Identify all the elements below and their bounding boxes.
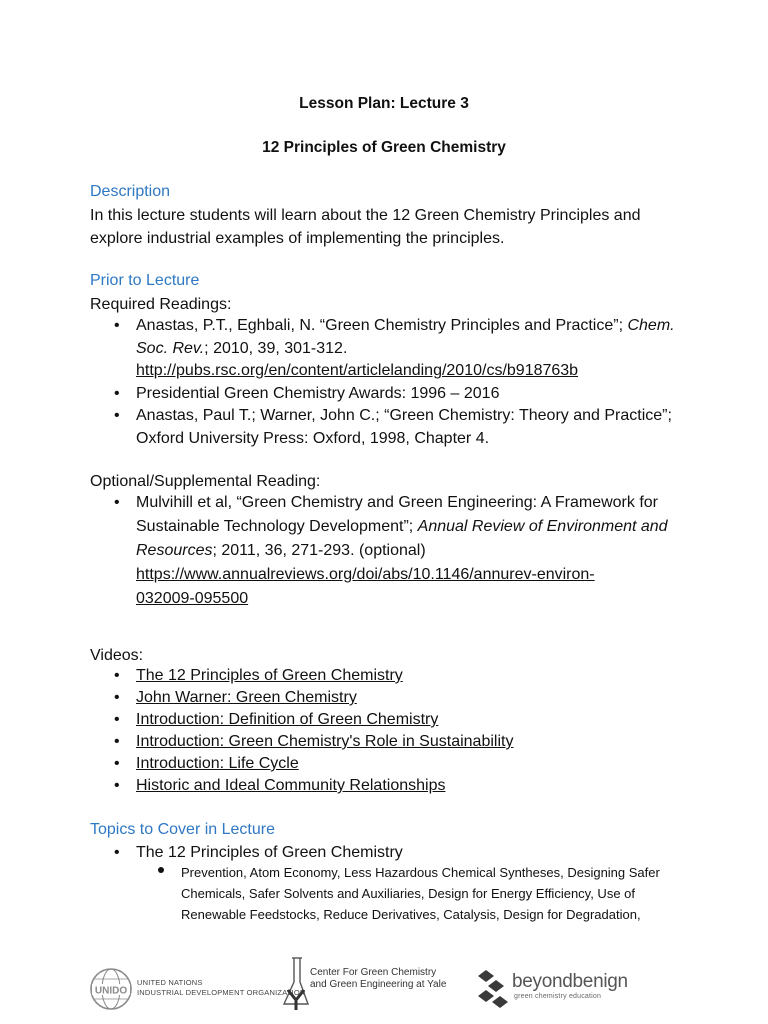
beyondbenign-name: beyondbenign xyxy=(512,971,628,992)
list-item xyxy=(90,709,700,731)
optional-readings-list xyxy=(90,491,700,611)
videos-label: Videos: xyxy=(90,647,144,664)
list-item: • Presidential Green Chemistry Awards: 1996 – 2016 xyxy=(90,383,700,406)
videos-list xyxy=(90,665,700,797)
footer-logos xyxy=(0,950,768,1020)
topics-heading: Topics to Cover in Lecture xyxy=(90,821,275,838)
topics-sublist xyxy=(136,862,681,925)
list-item: • Anastas, Paul T.; Warner, John C.; “Green Chemistry: Theory and Practice”; Oxford University Press: Oxford, 1998, Chapter 4. xyxy=(90,405,700,450)
list-item: • The 12 Principles of Green Chemistry xyxy=(90,842,700,865)
video-link[interactable]: Introduction: Definition of Green Chemistry xyxy=(136,711,439,728)
unido-name: UNITED NATIONS INDUSTRIAL DEVELOPMENT ORGANIZATION xyxy=(137,978,306,997)
list-item: Prevention, Atom Economy, Less Hazardous Chemical Syntheses, Designing Safer Chemicals, Safer Solvents and Auxiliaries, Design for Energy Efficiency, Use of Renewable Feedstocks, Reduce Derivatives, Catalysis, Design for Degradation, xyxy=(136,862,681,925)
video-link[interactable]: Introduction: Life Cycle xyxy=(136,755,299,772)
yale-center-name: Center For Green Chemistry and Green Engineering at Yale xyxy=(310,967,447,990)
annual-reviews-link[interactable]: https://www.annualreviews.org/doi/abs/10.1146/annurev-environ- 032009-095500 xyxy=(136,566,595,607)
unido-logo-icon xyxy=(88,966,134,1012)
video-link[interactable]: John Warner: Green Chemistry xyxy=(136,689,357,706)
rsc-link[interactable]: http://pubs.rsc.org/en/content/articlelanding/2010/cs/b918763b xyxy=(136,362,579,379)
list-item: • Mulvihill et al, “Green Chemistry and Green Engineering: A Framework for Sustainable Technology Development”; Annual Review of Environment and Resources; 2011, 36, 271-293. (optional) https://www.annualreviews.org/doi/abs/10.1146/annurev-environ- 032009-095500 xyxy=(90,491,700,611)
prior-heading: Prior to Lecture xyxy=(90,272,200,289)
description-text: In this lecture students will learn about the 12 Green Chemistry Principles and explore industrial examples of implementing the principles. xyxy=(90,207,641,247)
beyondbenign-tagline: green chemistry education xyxy=(514,993,602,1000)
video-link[interactable]: The 12 Principles of Green Chemistry xyxy=(136,667,403,684)
list-item xyxy=(90,731,700,753)
required-readings-list xyxy=(90,315,700,450)
list-item xyxy=(90,775,700,797)
list-item xyxy=(90,665,700,687)
page-title: Lesson Plan: Lecture 3 xyxy=(299,95,469,112)
svg-text:UNIDO: UNIDO xyxy=(94,985,128,997)
beyondbenign-logo-icon xyxy=(478,968,512,1008)
list-item: • Anastas, P.T., Eghbali, N. “Green Chemistry Principles and Practice”; Chem. Soc. Rev.; 2010, 39, 301-312. http://pubs.rsc.org/en/content/articlelanding/2010/cs/b918763b xyxy=(90,315,700,383)
required-readings-label: Required Readings: xyxy=(90,296,232,313)
optional-readings-label: Optional/Supplemental Reading: xyxy=(90,473,321,490)
description-heading: Description xyxy=(90,183,171,200)
video-link[interactable]: Historic and Ideal Community Relationships xyxy=(136,777,446,794)
video-link[interactable]: Introduction: Green Chemistry's Role in Sustainability xyxy=(136,733,514,750)
list-item xyxy=(90,687,700,709)
list-item xyxy=(90,753,700,775)
page-subtitle: 12 Principles of Green Chemistry xyxy=(262,139,506,156)
